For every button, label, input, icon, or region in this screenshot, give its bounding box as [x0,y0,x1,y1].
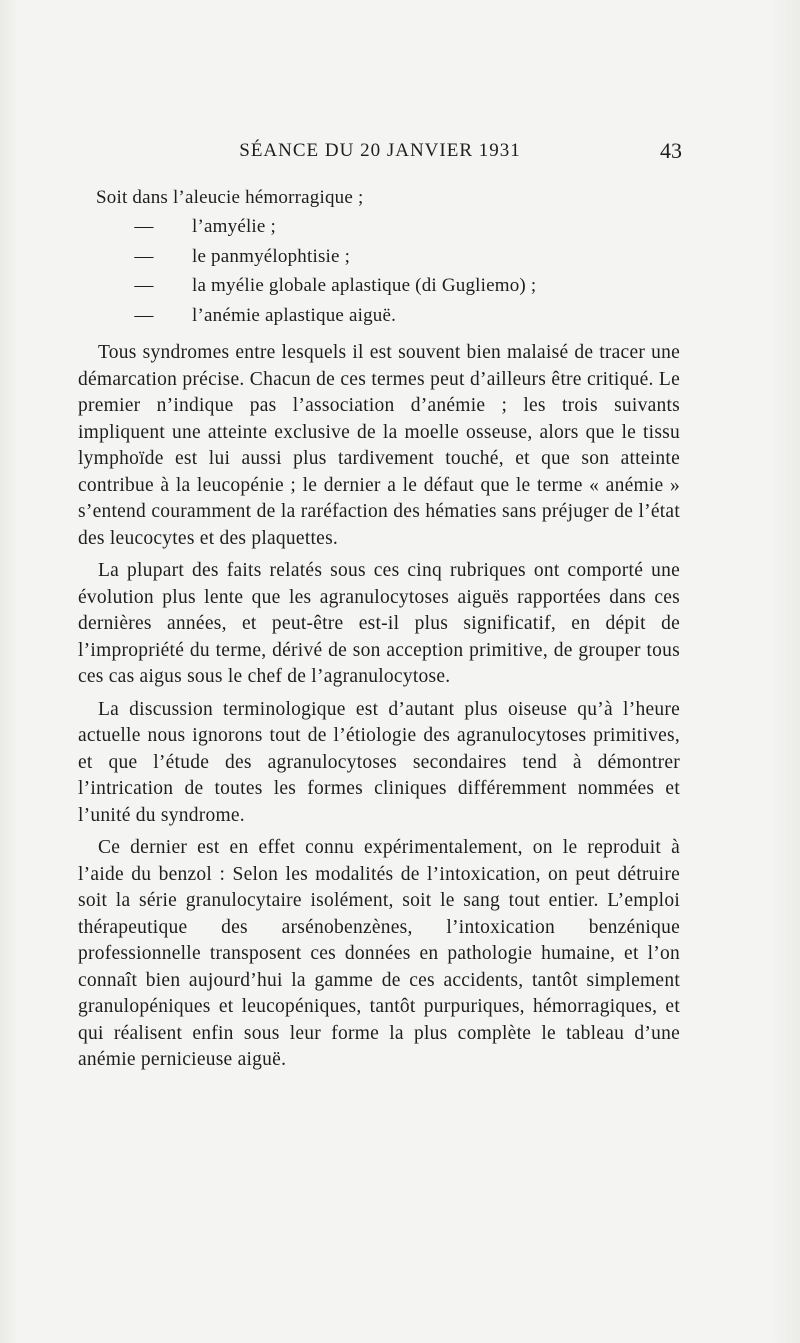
page-header [78,140,682,168]
list-dash: — [134,245,154,267]
list-item-text: l’amyélie ; [192,216,276,238]
list-item-text: la myélie globale aplastique (di Gugliemo) ; [192,275,537,297]
paragraph: Tous syndromes entre lesquels il est souvent bien malaisé de tracer une démarcation précise. Chacun de ces termes peut d’ailleurs être critiqué. Le premier n’indique pas l’association d’anémie ; les trois suivants impliquent une atteinte exclusive de la moelle osseuse, alors que le tissu lymphoïde est lui aussi plus tardivement touché, et que son atteinte contribue à la leucopénie ; le dernier a le défaut que le terme « anémie » s’entend couramment de la raréfaction des hématies sans préjuger de l’état des leucocytes et des plaquettes. [78,342,680,549]
list-item [96,212,696,241]
list-dash: — [134,275,154,297]
list-item-text: Soit dans l’aleucie hémorragique ; [96,187,364,208]
list-dash: — [134,304,154,326]
running-title: SÉANCE DU 20 JANVIER 1931 [239,140,521,161]
list-item [96,242,696,271]
list-item-text: le panmyélophtisie ; [192,245,351,267]
body-text [78,340,680,1080]
list-item [96,301,696,330]
list-item [96,183,696,212]
paragraph: Ce dernier est en effet connu expérimentalement, on le reproduit à l’aide du benzol : Selon les modalités de l’intoxication, on peut détruire soit la série granulocytaire isolément, soit le sang tout entier. L’emploi thérapeutique des arsénobenzènes, l’intoxication benzénique professionnelle transposent ces données en pathologie humaine, et l’on connaît bien aujourd’hui la gamme de ces accidents, tantôt simplement granulopéniques et leucopéniques, tantôt purpuriques, hémorragiques, et qui réalisent enfin sous leur forme la plus complète le tableau d’une anémie pernicieuse aiguë. [78,837,680,1070]
paragraph: La discussion terminologique est d’autant plus oiseuse qu’à l’heure actuelle nous ignorons tout de l’étiologie des agranulocytoses primitives, et que l’étude des agranulocytoses secondaires tend à démontrer l’intrication de toutes les formes cliniques différemment nommées et l’unité du syndrome. [78,698,680,826]
list-item [96,271,696,300]
list-item-text: l’anémie aplastique aiguë. [192,304,397,326]
list-dash: — [134,216,154,238]
paragraph: La plupart des faits relatés sous ces cinq rubriques ont comporté une évolution plus lente que les agranulocytoses aiguës rapportées dans ces dernières années, et peut-être est-il plus significatif, en dépit de l’impropriété du terme, dérivé de son acception primitive, de grouper tous ces cas aigus sous le chef de l’agranulocytose. [78,560,680,687]
syndrome-list [96,183,696,330]
page-number: 43 [660,138,682,163]
